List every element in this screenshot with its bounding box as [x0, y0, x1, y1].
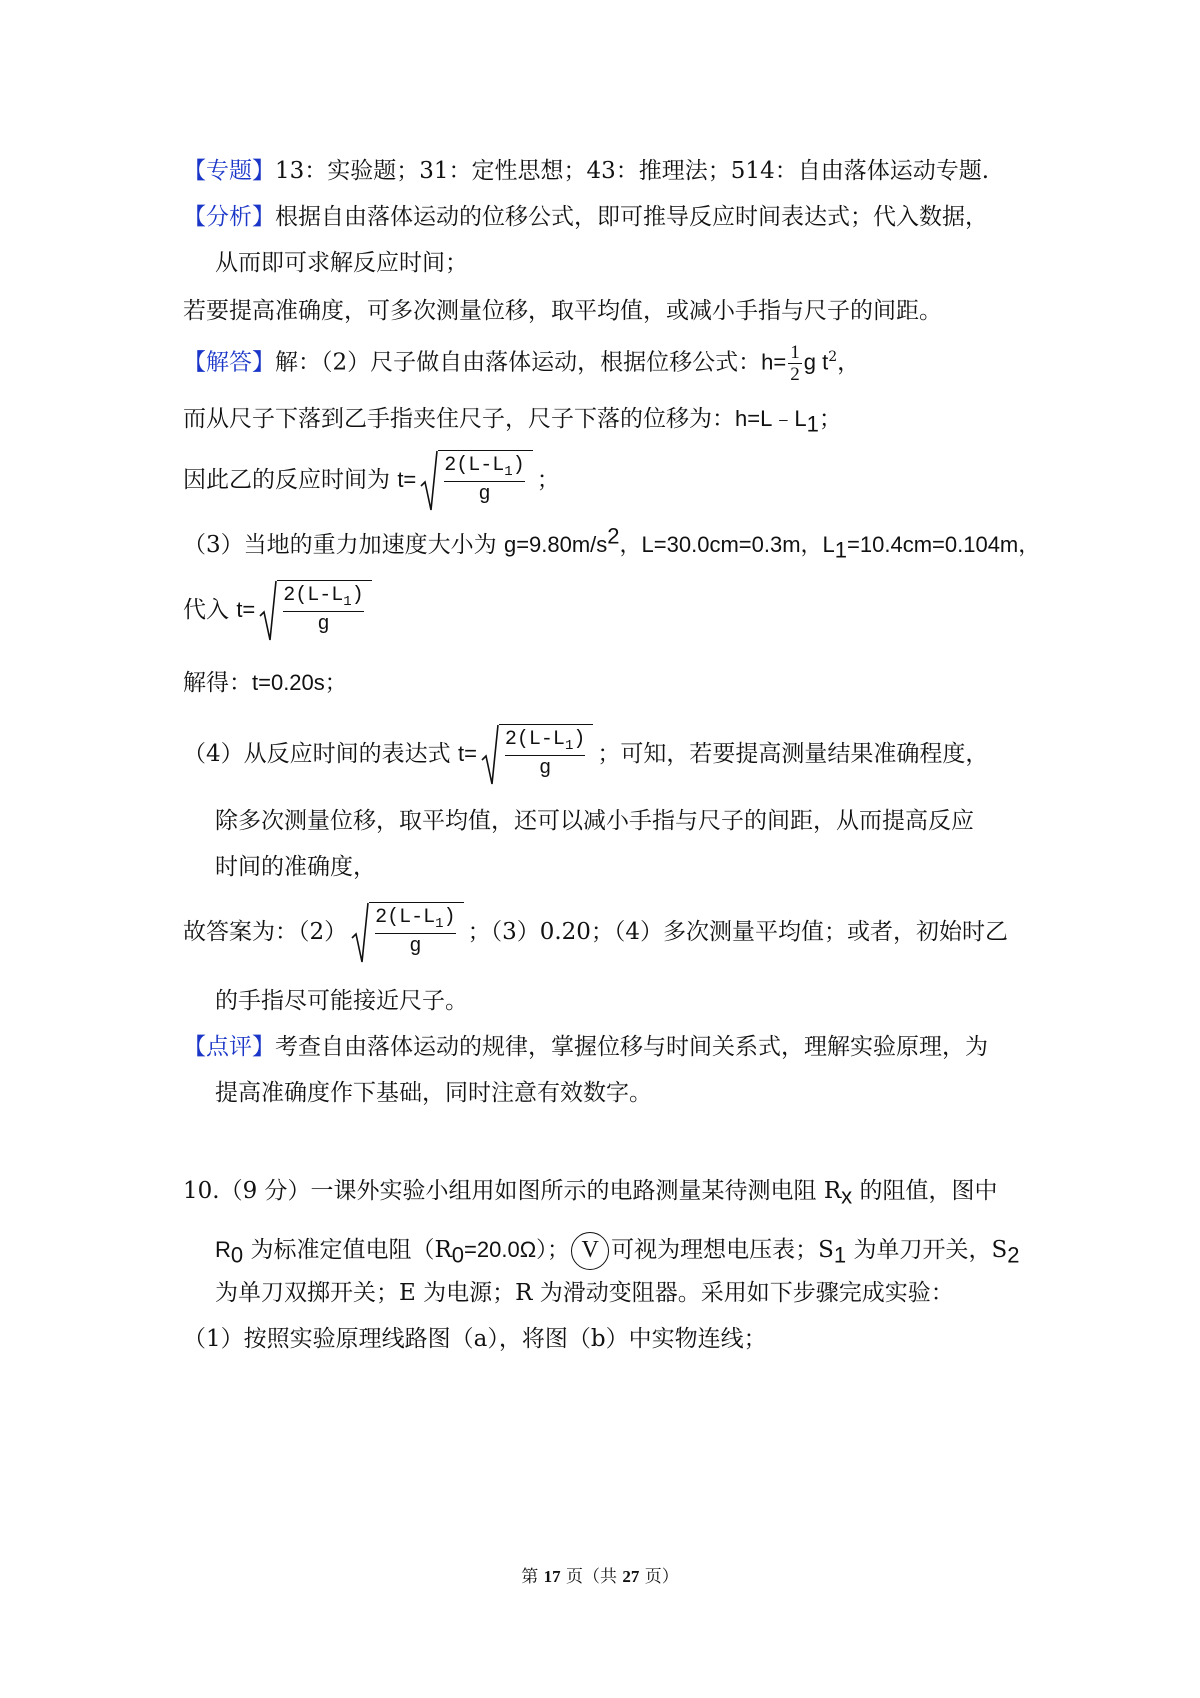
page-footer	[0, 1562, 1200, 1587]
solution-line-9: 时间的准确度，	[215, 854, 376, 880]
solution-text-2: 而从尺子下落到乙手指夹住尺子，尺子下落的位移为：	[183, 406, 735, 432]
question10-text-2d: 可视为理想电压表；S	[611, 1237, 834, 1263]
solution-line-7	[183, 722, 988, 786]
solution-line-3	[183, 448, 560, 512]
question10-text-2b: 为标准定值电阻（R	[243, 1237, 452, 1263]
formula-t: t=	[397, 467, 417, 492]
question10-line-4: （1）按照实验原理线路图（a），将图（b）中实物连线；	[183, 1326, 767, 1352]
analysis-line-3: 若要提高准确度，可多次测量位移，取平均值，或减小手指与尺子的间距。	[183, 298, 942, 324]
solution-text-5: 代入	[183, 597, 237, 623]
page-total: 27	[622, 1567, 640, 1586]
solution-text-3: 因此乙的反应时间为	[183, 467, 398, 493]
formula-h: h=	[761, 349, 787, 375]
formula-g: g=9.80m/s	[503, 532, 608, 557]
solution-line-1	[183, 342, 860, 385]
analysis-text-1: 根据自由落体运动的位移公式，即可推导反应时间表达式；代入数据，	[275, 204, 988, 230]
solution-line-4	[183, 523, 1041, 563]
punct: ，	[837, 349, 861, 376]
solution-text-7b: ；可知，若要提高测量结果准确程度，	[597, 741, 989, 767]
formula-h-l: h=L﹣L	[735, 406, 807, 431]
comment-line-1	[183, 1032, 988, 1062]
solution-line-2	[183, 404, 842, 437]
analysis-line-1	[183, 202, 988, 232]
solution-text-7: （4）从反应时间的表达式	[183, 741, 458, 767]
sqrt-sign-icon	[481, 724, 499, 786]
solution-line-6	[183, 668, 347, 698]
question10-line-3: 为单刀双掷开关；E 为电源；R 为滑动变阻器。采用如下步骤完成实验：	[215, 1280, 954, 1306]
analysis-tag: 【分析】	[183, 204, 275, 230]
page-number: 17	[543, 1567, 561, 1586]
sub-x: x	[841, 1183, 853, 1209]
sqrt-formula: $\frac{2(L-L_1)}{g}$	[481, 724, 593, 786]
formula-sup: 2	[607, 523, 620, 549]
formula-gt-exp: 2	[828, 348, 838, 365]
r0-symbol: R	[215, 1237, 231, 1262]
answer-label: 故答案为：（2）	[183, 919, 348, 945]
solution-text-6: 解得：	[183, 670, 252, 696]
solution-tag: 【解答】	[183, 349, 275, 376]
sqrt-sign-icon	[351, 902, 369, 964]
sqrt-formula: $\frac{2(L-L_1)}{g}$	[420, 450, 532, 512]
question10-text-1a: 10.（9 分）一课外实验小组用如图所示的电路测量某待测电阻 R	[183, 1178, 842, 1204]
sqrt-sign-icon	[420, 450, 438, 512]
solution-line-5	[183, 578, 376, 642]
voltmeter-icon: V	[571, 1232, 609, 1270]
sqrt-formula: $\frac{2(L-L_1)}{g}$	[259, 580, 371, 642]
sqrt-formula: $\frac{2(L-L_1)}{g}$	[351, 902, 463, 964]
comment-text-1: 考查自由落体运动的规律，掌握位移与时间关系式，理解实验原理，为	[275, 1034, 988, 1060]
solution-line-11: 的手指尽可能接近尺子。	[215, 988, 468, 1014]
formula-sub: 1	[806, 411, 819, 437]
punct: ；	[818, 406, 842, 432]
footer-text: 第	[521, 1567, 544, 1587]
topic-tag: 【专题】	[183, 158, 275, 184]
sub: 0	[451, 1242, 465, 1268]
solution-line-10	[183, 900, 1008, 964]
analysis-line-2: 从而即可求解反应时间；	[215, 250, 468, 276]
punct: ；	[536, 467, 560, 493]
question10-line-1	[183, 1176, 998, 1209]
solution-text-1: 解：（2）尺子做自由落体运动，根据位移公式：	[275, 349, 762, 376]
result-t: t=0.20s；	[252, 670, 347, 695]
question10-text-1b: 的阻值，图中	[852, 1178, 998, 1204]
footer-text: 页）	[639, 1567, 679, 1587]
topic-text: 13：实验题；31：定性思想；43：推理法；514：自由落体运动专题.	[275, 158, 990, 184]
fraction-half: $\frac{1}{2}$	[790, 342, 800, 385]
formula-L: ，L=30.0cm=0.3m，L	[619, 532, 835, 557]
answer-rest: ；（3）0.20；（4）多次测量平均值；或者，初始时乙	[467, 919, 1009, 945]
formula-t: t=	[236, 597, 256, 622]
formula-gt: g t	[803, 349, 829, 375]
comment-line-2: 提高准确度作下基础，同时注意有效数字。	[215, 1080, 652, 1106]
sub: 1	[833, 1242, 847, 1268]
solution-line-8: 除多次测量位移，取平均值，还可以减小手指与尺子的间距，从而提高反应	[215, 808, 974, 834]
question10-text-2e: 为单刀开关，S	[846, 1237, 1008, 1263]
formula-sub: 1	[834, 537, 848, 563]
sub: 2	[1007, 1242, 1020, 1268]
sqrt-sign-icon	[259, 580, 277, 642]
sub: 0	[230, 1242, 244, 1268]
question10-line-2	[215, 1232, 1020, 1270]
r0-value: =20.0Ω）；	[464, 1237, 570, 1262]
comment-tag: 【点评】	[183, 1034, 275, 1060]
footer-text: 页（共	[560, 1567, 623, 1587]
formula-t: t=	[457, 741, 477, 766]
formula-L1: =10.4cm=0.104m，	[847, 532, 1041, 557]
solution-text-4: （3）当地的重力加速度大小为	[183, 532, 504, 558]
topic-line	[183, 156, 989, 186]
